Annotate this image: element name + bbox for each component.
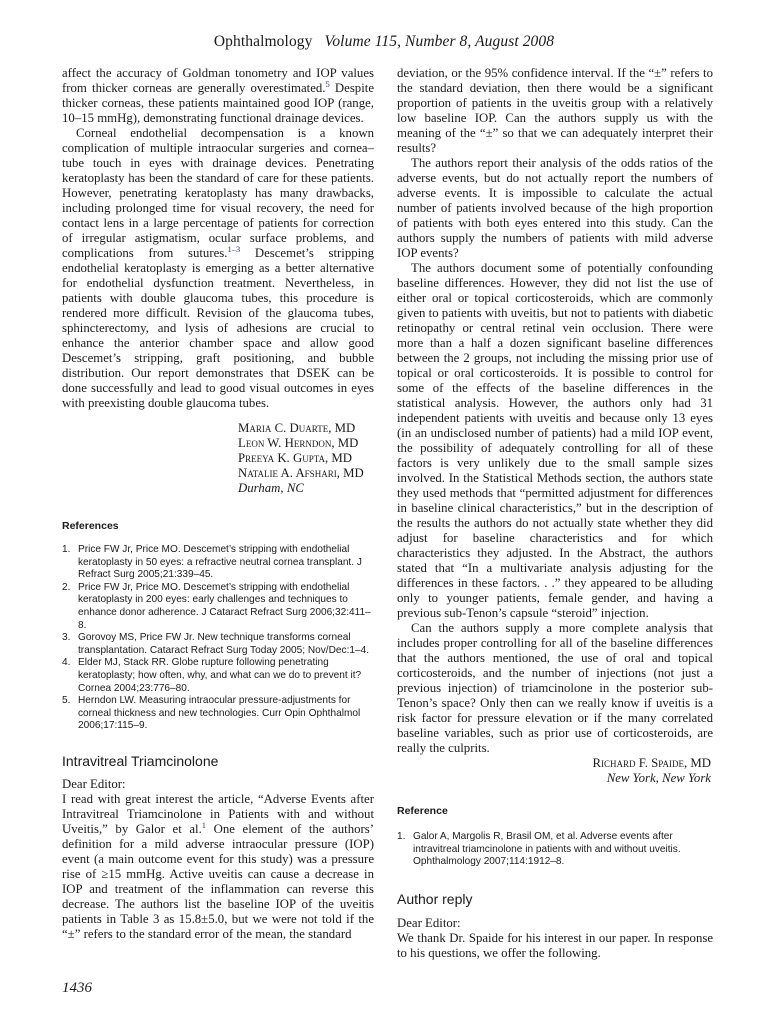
body-paragraph: affect the accuracy of Goldman tonometry and IOP values from thicker corneas are generally overestimated.$^5$ Despite thicker corneas, these patients maintained good IOP (range, 10–15 mmHg), demonstrating functional drainage devices. bbox=[62, 66, 375, 125]
body-paragraph: deviation, or the 95% confidence interval. If the “±” refers to the standard deviation, then there would be a significant proportion of patients in the uveitis group with a relatively low baseline IOP. Can the authors supply us with the meaning of the “±” so that we can adequately interpret their results? bbox=[397, 66, 713, 155]
reference-item: 1. Price FW Jr, Price MO. Descemet’s stripping with endothelial keratoplasty in 50 eyes: a refractive neutral cornea transplant. J Refract Surg 2005;21:339–45. bbox=[62, 544, 362, 581]
reference-item: 3. Gorovoy MS, Price FW Jr. New technique transforms corneal transplantation. Cataract Refract Surg Today 2005; Nov/Dec:1–4. bbox=[62, 632, 370, 656]
author-block bbox=[238, 421, 374, 496]
body-paragraph: The authors report their analysis of the odds ratios of the adverse events, but do not actually report the numbers of adverse events. It is impossible to calculate the actual number of patients involved because of the high proportion of patients with both eyes entered into this study. Can the authors supply the numbers of patients with mild adverse IOP events? bbox=[397, 156, 713, 260]
author-name: Natalie A. Afshari, MD bbox=[238, 466, 364, 480]
body-paragraph: I read with great interest the article, “Adverse Events after Intravitreal Triamcinolone in Patients with and without Uveitis,” by Galor et al.$^1$ One element of the authors’ definition for a mild adverse intraocular pressure (IOP) event (a main outcome event for this study) was a pressure rise of ≥15 mmHg. Active uveitis can cause a decrease in IOP and treatment of the inflammation can reverse this decrease. The authors list the baseline IOP of the uveitis patients in Table 3 as 15.8±5.0, but we were not told if the “±” refers to the standard error of the mean, the standard bbox=[62, 791, 374, 941]
author-name: Preeya K. Gupta, MD bbox=[238, 451, 352, 465]
reference-item: 5. Herndon LW. Measuring intraocular pressure-adjustments for corneal thickness and new technologies. Curr Opin Ophthalmol 2006;17:115–9. bbox=[62, 695, 361, 732]
reference-item: 2. Price FW Jr, Price MO. Descemet’s stripping with endothelial keratoplasty in 200 eyes: early challenges and techniques to enhance donor adherence. J Cataract Refract Surg 2006;32:411–8. bbox=[62, 581, 371, 631]
body-paragraph: Can the authors supply a more complete analysis that includes proper controlling for all of the baseline differences that the authors mentioned, the use of oral and topical corticosteroids, and the number of injections (not just a previous injection) of triamcinolone in the posterior sub-Tenon’s space? Only then can we really know if uveitis is a risk factor for pressure elevation or if the many correlated baseline variables, such as prior use of corticosteroids, are really the culprits. bbox=[397, 621, 713, 755]
signoff-block bbox=[397, 756, 713, 786]
signoff-location: New York, New York bbox=[606, 771, 711, 785]
page-number: 1436 bbox=[62, 980, 92, 996]
salutation: Dear Editor: bbox=[62, 776, 126, 791]
citation-link[interactable]: 5 bbox=[325, 79, 330, 89]
reference-item: 1. Galor A, Margolis R, Brasil OM, et al. Adverse events after intravitreal triamcinolone in patients with and without uveitis. Ophthalmology 2007;114:1912–8. bbox=[397, 831, 681, 868]
signoff-name: Richard F. Spaide, MD bbox=[592, 756, 711, 770]
reply-salutation: Dear Editor: bbox=[397, 915, 461, 930]
body-paragraph: We thank Dr. Spaide for his interest in our paper. In response to his questions, we offer the following. bbox=[397, 930, 713, 960]
reference-item: 4. Elder MJ, Stack RR. Globe rupture following penetrating keratoplasty; how often, why, and what can we do to prevent it? Cornea 2004;23:776–80. bbox=[62, 657, 362, 694]
author-location: Durham, NC bbox=[238, 481, 304, 495]
citation-link[interactable]: 1–3 bbox=[227, 244, 241, 254]
volume-info: Volume 115, Number 8, August 2008 bbox=[324, 33, 555, 50]
citation-link[interactable]: 1 bbox=[201, 819, 207, 830]
body-paragraph: The authors document some of potentially confounding baseline differences. However, they did not list the use of either oral or topical corticosteroids, which are commonly given to patients with uveitis, but not to patients with diabetic retinopathy or central retinal vein occlusion. There were more than a half a dozen significant baseline differences between the 2 groups, not including the missing prior use of topical or oral corticosteroids. It is possible to control for some of the effects of the baseline differences in the statistical analysis. However, the authors only had 31 independent patients with uveitis and because only 13 eyes (in an undisclosed number of patients) had a mild IOP event, the possibility of adequately controlling for all of these factors is very unlikely due to the small sample sizes involved. In the Statistical Methods section, the authors state they used methods that “permitted adjustment for differences in baseline clinical characteristics,” but in the description of the results the authors do not actually state whether they did adjust for baseline characteristics and for which characteristics they adjusted. In the Abstract, the authors stated that “In a multivariate analysis adjusting for the differences in these factors. . .” they appeared to be alluding only to younger patients, female gender, and having a previous sub-Tenon’s capsule “steroid” injection. bbox=[397, 261, 713, 620]
reference-list bbox=[62, 544, 374, 733]
right-column bbox=[397, 66, 713, 961]
reference-list bbox=[397, 831, 713, 869]
reply-title: Author reply bbox=[397, 890, 473, 907]
author-name: Maria C. Duarte, MD bbox=[238, 421, 356, 435]
reference-heading: Reference bbox=[397, 805, 448, 817]
running-header bbox=[0, 33, 768, 51]
left-column bbox=[62, 66, 374, 942]
author-name: Leon W. Herndon, MD bbox=[238, 436, 359, 450]
body-paragraph: Corneal endothelial decompensation is a known complication of multiple intraocular surgeries and cornea–tube touch in eyes with drainage devices. Penetrating keratoplasty has been the standard of care for these patients. However, penetrating keratoplasty has many drawbacks, including prolonged time for visual recovery, the need for contact lens in a large percentage of patients for correction of irregular astigmatism, ocular surface problems, and complications from sutures.$^{1-3}$ Descemet’s stripping endothelial keratoplasty is emerging as a better alternative for endothelial dysfunction treatment. Nevertheless, in patients with double glaucoma tubes, this procedure is rendered more difficult. Revision of the glaucoma tubes, sphincterectomy, and lysis of adhesions are crucial to enhance the anterior chamber space and allow good Descemet’s stripping, graft positioning, and bubble distribution. Our report demonstrates that DSEK can be done successfully and lead to good visual outcomes in eyes with preexisting double glaucoma tubes. bbox=[62, 126, 374, 410]
journal-name: Ophthalmology bbox=[213, 33, 313, 50]
section-title: Intravitreal Triamcinolone bbox=[62, 752, 219, 769]
references-heading: References bbox=[62, 520, 119, 532]
